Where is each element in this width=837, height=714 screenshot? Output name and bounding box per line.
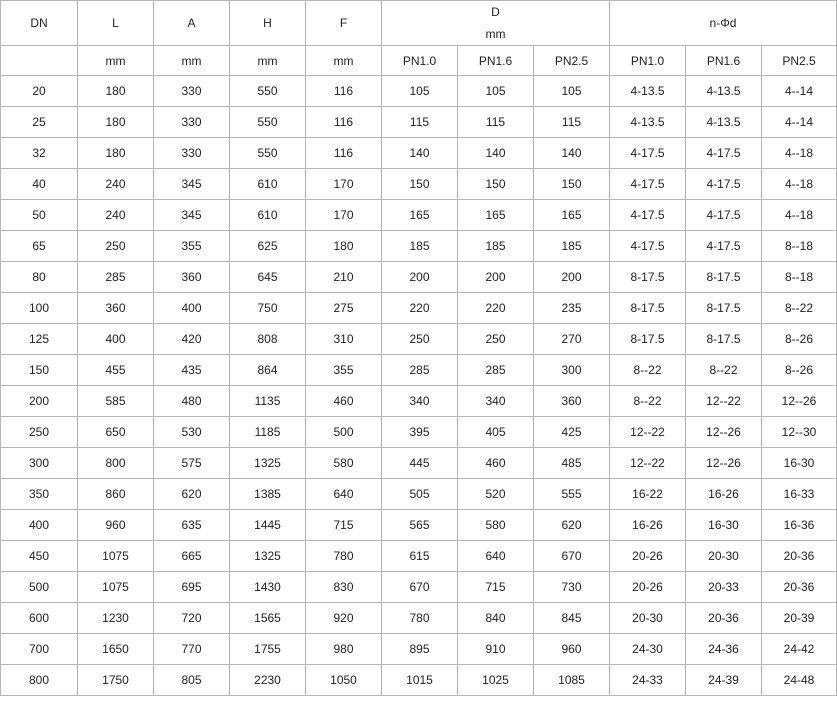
value-cell: 140 [458, 138, 534, 169]
value-cell: 270 [534, 324, 610, 355]
value-cell: 200 [382, 262, 458, 293]
value-cell: 16-30 [686, 510, 762, 541]
value-cell: 1325 [230, 541, 306, 572]
value-cell: 1650 [78, 634, 154, 665]
dn-cell: 350 [1, 479, 78, 510]
value-cell: 116 [306, 76, 382, 107]
value-cell: 400 [78, 324, 154, 355]
value-cell: 4-17.5 [610, 138, 686, 169]
value-cell: 180 [78, 138, 154, 169]
table-row [1, 603, 837, 634]
value-cell: 845 [534, 603, 610, 634]
table-row [1, 479, 837, 510]
value-cell: 800 [78, 448, 154, 479]
unit-cell: mm [78, 46, 154, 76]
value-cell: 805 [154, 665, 230, 696]
value-cell: 20-30 [686, 541, 762, 572]
unit-cell: PN1.0 [382, 46, 458, 76]
value-cell: 24-48 [762, 665, 837, 696]
table-row [1, 386, 837, 417]
value-cell: 24-42 [762, 634, 837, 665]
table-row [1, 541, 837, 572]
dn-cell: 100 [1, 293, 78, 324]
value-cell: 345 [154, 200, 230, 231]
value-cell: 200 [458, 262, 534, 293]
value-cell: 780 [306, 541, 382, 572]
value-cell: 395 [382, 417, 458, 448]
header-nd: n-Φd [610, 1, 837, 46]
value-cell: 360 [78, 293, 154, 324]
value-cell: 645 [230, 262, 306, 293]
value-cell: 185 [382, 231, 458, 262]
value-cell: 24-33 [610, 665, 686, 696]
table-row [1, 510, 837, 541]
value-cell: 140 [382, 138, 458, 169]
value-cell: 115 [382, 107, 458, 138]
value-cell: 16-26 [610, 510, 686, 541]
dn-cell: 800 [1, 665, 78, 696]
header-d [382, 1, 610, 46]
value-cell: 285 [382, 355, 458, 386]
table-row [1, 665, 837, 696]
value-cell: 910 [458, 634, 534, 665]
value-cell: 16-36 [762, 510, 837, 541]
header-a: A [154, 1, 230, 46]
value-cell: 405 [458, 417, 534, 448]
value-cell: 250 [458, 324, 534, 355]
value-cell: 505 [382, 479, 458, 510]
value-cell: 520 [458, 479, 534, 510]
unit-cell: PN2.5 [534, 46, 610, 76]
value-cell: 780 [382, 603, 458, 634]
value-cell: 330 [154, 76, 230, 107]
dn-cell: 65 [1, 231, 78, 262]
value-cell: 4-13.5 [610, 76, 686, 107]
table-row [1, 417, 837, 448]
unit-cell: PN2.5 [762, 46, 837, 76]
value-cell: 12--26 [686, 417, 762, 448]
value-cell: 330 [154, 138, 230, 169]
value-cell: 980 [306, 634, 382, 665]
table-row [1, 293, 837, 324]
value-cell: 695 [154, 572, 230, 603]
value-cell: 220 [382, 293, 458, 324]
value-cell: 610 [230, 200, 306, 231]
value-cell: 620 [154, 479, 230, 510]
dn-cell: 400 [1, 510, 78, 541]
units-row [1, 46, 837, 76]
value-cell: 20-36 [686, 603, 762, 634]
value-cell: 12--22 [610, 448, 686, 479]
unit-cell: PN1.6 [686, 46, 762, 76]
value-cell: 1050 [306, 665, 382, 696]
value-cell: 180 [306, 231, 382, 262]
table-row [1, 231, 837, 262]
value-cell: 665 [154, 541, 230, 572]
value-cell: 565 [382, 510, 458, 541]
value-cell: 1230 [78, 603, 154, 634]
value-cell: 12--22 [610, 417, 686, 448]
value-cell: 24-39 [686, 665, 762, 696]
value-cell: 105 [534, 76, 610, 107]
value-cell: 1135 [230, 386, 306, 417]
value-cell: 8--18 [762, 231, 837, 262]
value-cell: 8-17.5 [686, 262, 762, 293]
unit-cell: PN1.6 [458, 46, 534, 76]
value-cell: 4--18 [762, 200, 837, 231]
value-cell: 20-36 [762, 572, 837, 603]
value-cell: 116 [306, 107, 382, 138]
value-cell: 210 [306, 262, 382, 293]
value-cell: 1085 [534, 665, 610, 696]
dn-cell: 700 [1, 634, 78, 665]
value-cell: 1025 [458, 665, 534, 696]
value-cell: 715 [458, 572, 534, 603]
value-cell: 4-17.5 [686, 231, 762, 262]
value-cell: 4-17.5 [610, 200, 686, 231]
value-cell: 555 [534, 479, 610, 510]
value-cell: 180 [78, 107, 154, 138]
value-cell: 24-36 [686, 634, 762, 665]
value-cell: 8--18 [762, 262, 837, 293]
value-cell: 150 [458, 169, 534, 200]
value-cell: 720 [154, 603, 230, 634]
value-cell: 165 [458, 200, 534, 231]
value-cell: 860 [78, 479, 154, 510]
table-row [1, 76, 837, 107]
dn-cell: 25 [1, 107, 78, 138]
table-row [1, 200, 837, 231]
value-cell: 8--22 [762, 293, 837, 324]
table-row [1, 355, 837, 386]
value-cell: 480 [154, 386, 230, 417]
value-cell: 12--30 [762, 417, 837, 448]
value-cell: 808 [230, 324, 306, 355]
value-cell: 8--22 [610, 386, 686, 417]
value-cell: 185 [534, 231, 610, 262]
value-cell: 8-17.5 [610, 324, 686, 355]
unit-cell: mm [154, 46, 230, 76]
value-cell: 500 [306, 417, 382, 448]
value-cell: 445 [382, 448, 458, 479]
value-cell: 16-30 [762, 448, 837, 479]
dn-cell: 20 [1, 76, 78, 107]
value-cell: 340 [382, 386, 458, 417]
units-spacer [1, 46, 78, 76]
value-cell: 750 [230, 293, 306, 324]
value-cell: 455 [78, 355, 154, 386]
value-cell: 115 [458, 107, 534, 138]
value-cell: 330 [154, 107, 230, 138]
value-cell: 285 [78, 262, 154, 293]
value-cell: 170 [306, 200, 382, 231]
value-cell: 240 [78, 200, 154, 231]
value-cell: 4-17.5 [610, 169, 686, 200]
value-cell: 640 [306, 479, 382, 510]
value-cell: 2230 [230, 665, 306, 696]
value-cell: 8-17.5 [610, 293, 686, 324]
dn-cell: 125 [1, 324, 78, 355]
value-cell: 250 [78, 231, 154, 262]
value-cell: 730 [534, 572, 610, 603]
value-cell: 4-17.5 [686, 169, 762, 200]
value-cell: 360 [534, 386, 610, 417]
value-cell: 4--18 [762, 138, 837, 169]
unit-cell: mm [230, 46, 306, 76]
value-cell: 460 [306, 386, 382, 417]
header-h: H [230, 1, 306, 46]
dn-cell: 200 [1, 386, 78, 417]
value-cell: 12--22 [686, 386, 762, 417]
value-cell: 8-17.5 [686, 324, 762, 355]
value-cell: 1430 [230, 572, 306, 603]
value-cell: 1015 [382, 665, 458, 696]
value-cell: 20-39 [762, 603, 837, 634]
value-cell: 4-17.5 [686, 138, 762, 169]
value-cell: 895 [382, 634, 458, 665]
value-cell: 220 [458, 293, 534, 324]
value-cell: 575 [154, 448, 230, 479]
value-cell: 20-26 [610, 572, 686, 603]
value-cell: 24-30 [610, 634, 686, 665]
value-cell: 550 [230, 76, 306, 107]
table-header [1, 1, 837, 76]
value-cell: 275 [306, 293, 382, 324]
value-cell: 1075 [78, 541, 154, 572]
value-cell: 4-13.5 [686, 76, 762, 107]
value-cell: 8-17.5 [610, 262, 686, 293]
value-cell: 4-13.5 [686, 107, 762, 138]
header-d-unit: mm [485, 27, 506, 41]
value-cell: 1325 [230, 448, 306, 479]
value-cell: 920 [306, 603, 382, 634]
value-cell: 16-26 [686, 479, 762, 510]
value-cell: 360 [154, 262, 230, 293]
value-cell: 460 [458, 448, 534, 479]
value-cell: 165 [382, 200, 458, 231]
value-cell: 485 [534, 448, 610, 479]
value-cell: 1565 [230, 603, 306, 634]
value-cell: 4-17.5 [610, 231, 686, 262]
value-cell: 16-33 [762, 479, 837, 510]
unit-cell: mm [306, 46, 382, 76]
table-row [1, 634, 837, 665]
value-cell: 345 [154, 169, 230, 200]
value-cell: 8--22 [610, 355, 686, 386]
value-cell: 235 [534, 293, 610, 324]
table-row [1, 572, 837, 603]
value-cell: 670 [382, 572, 458, 603]
table-row [1, 448, 837, 479]
value-cell: 4--14 [762, 76, 837, 107]
value-cell: 285 [458, 355, 534, 386]
dn-cell: 300 [1, 448, 78, 479]
value-cell: 16-22 [610, 479, 686, 510]
dn-cell: 32 [1, 138, 78, 169]
value-cell: 770 [154, 634, 230, 665]
value-cell: 340 [458, 386, 534, 417]
value-cell: 1385 [230, 479, 306, 510]
value-cell: 310 [306, 324, 382, 355]
table-row [1, 262, 837, 293]
value-cell: 425 [534, 417, 610, 448]
value-cell: 1185 [230, 417, 306, 448]
value-cell: 170 [306, 169, 382, 200]
value-cell: 580 [458, 510, 534, 541]
value-cell: 715 [306, 510, 382, 541]
value-cell: 355 [154, 231, 230, 262]
value-cell: 8--26 [762, 355, 837, 386]
value-cell: 20-30 [610, 603, 686, 634]
value-cell: 355 [306, 355, 382, 386]
header-l: L [78, 1, 154, 46]
dn-cell: 250 [1, 417, 78, 448]
value-cell: 4--14 [762, 107, 837, 138]
value-cell: 12--26 [762, 386, 837, 417]
value-cell: 420 [154, 324, 230, 355]
value-cell: 640 [458, 541, 534, 572]
value-cell: 864 [230, 355, 306, 386]
value-cell: 8-17.5 [686, 293, 762, 324]
value-cell: 530 [154, 417, 230, 448]
value-cell: 185 [458, 231, 534, 262]
table-row [1, 169, 837, 200]
value-cell: 115 [534, 107, 610, 138]
header-dn: DN [1, 1, 78, 46]
value-cell: 150 [382, 169, 458, 200]
value-cell: 830 [306, 572, 382, 603]
value-cell: 12--26 [686, 448, 762, 479]
dn-cell: 80 [1, 262, 78, 293]
dn-cell: 50 [1, 200, 78, 231]
table-row [1, 138, 837, 169]
value-cell: 670 [534, 541, 610, 572]
value-cell: 105 [458, 76, 534, 107]
dn-cell: 500 [1, 572, 78, 603]
value-cell: 615 [382, 541, 458, 572]
value-cell: 400 [154, 293, 230, 324]
value-cell: 20-26 [610, 541, 686, 572]
value-cell: 140 [534, 138, 610, 169]
value-cell: 550 [230, 138, 306, 169]
value-cell: 585 [78, 386, 154, 417]
value-cell: 620 [534, 510, 610, 541]
value-cell: 635 [154, 510, 230, 541]
table-body [1, 76, 837, 696]
dn-cell: 40 [1, 169, 78, 200]
value-cell: 105 [382, 76, 458, 107]
table-row [1, 107, 837, 138]
value-cell: 960 [78, 510, 154, 541]
value-cell: 4-13.5 [610, 107, 686, 138]
value-cell: 8--22 [686, 355, 762, 386]
value-cell: 20-36 [762, 541, 837, 572]
value-cell: 20-33 [686, 572, 762, 603]
value-cell: 200 [534, 262, 610, 293]
value-cell: 1075 [78, 572, 154, 603]
value-cell: 435 [154, 355, 230, 386]
value-cell: 960 [534, 634, 610, 665]
value-cell: 300 [534, 355, 610, 386]
value-cell: 165 [534, 200, 610, 231]
value-cell: 150 [534, 169, 610, 200]
value-cell: 250 [382, 324, 458, 355]
header-f: F [306, 1, 382, 46]
value-cell: 840 [458, 603, 534, 634]
table-row [1, 324, 837, 355]
dn-cell: 150 [1, 355, 78, 386]
value-cell: 8--26 [762, 324, 837, 355]
value-cell: 580 [306, 448, 382, 479]
value-cell: 240 [78, 169, 154, 200]
value-cell: 610 [230, 169, 306, 200]
dn-cell: 450 [1, 541, 78, 572]
value-cell: 550 [230, 107, 306, 138]
value-cell: 1750 [78, 665, 154, 696]
unit-cell: PN1.0 [610, 46, 686, 76]
value-cell: 1445 [230, 510, 306, 541]
value-cell: 4-17.5 [686, 200, 762, 231]
value-cell: 650 [78, 417, 154, 448]
dn-cell: 600 [1, 603, 78, 634]
value-cell: 4--18 [762, 169, 837, 200]
value-cell: 180 [78, 76, 154, 107]
value-cell: 116 [306, 138, 382, 169]
value-cell: 625 [230, 231, 306, 262]
header-d-label: D [491, 5, 500, 19]
value-cell: 1755 [230, 634, 306, 665]
